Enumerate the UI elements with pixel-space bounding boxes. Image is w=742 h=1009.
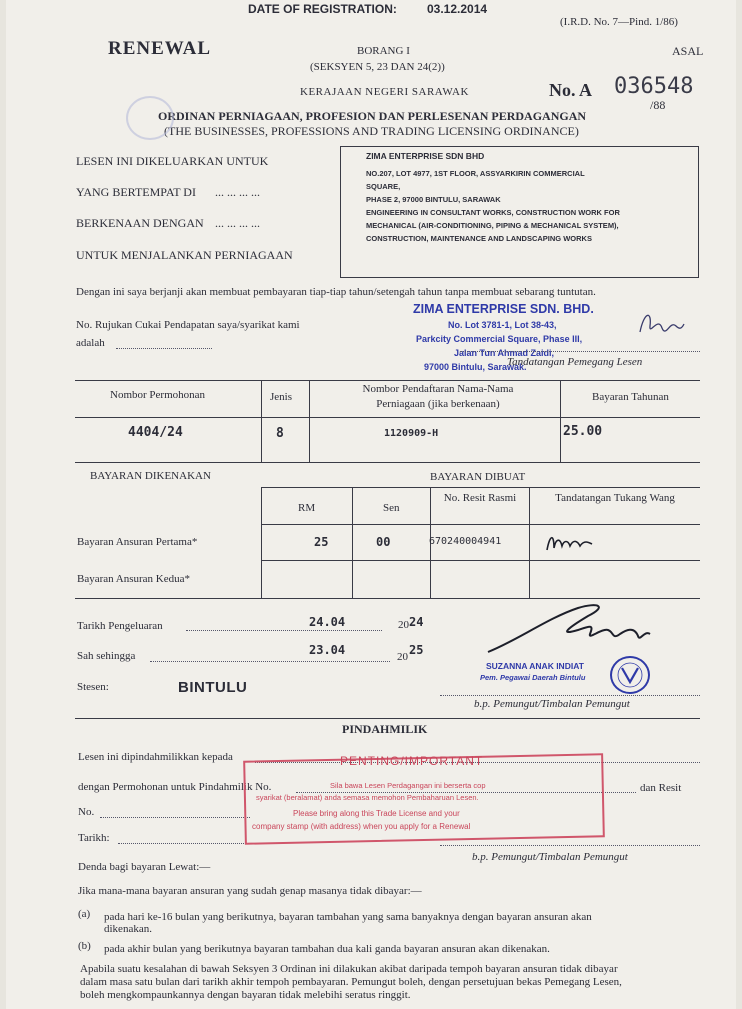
late-fee-intro: Jika mana-mana bayaran ansuran yang sudah genap masanya tidak dibayar:— — [78, 885, 422, 897]
transfer-no-label: No. — [78, 806, 95, 818]
business-activity-line: MECHANICAL (AIR-CONDITIONING, PIPING & MECHANICAL SYSTEM), — [366, 221, 619, 230]
holder-signature-line — [460, 351, 700, 352]
important-stamp-english-line: Please bring along this Trade License and your — [293, 809, 460, 818]
licence-number-suffix: /88 — [650, 98, 666, 112]
col-application-number: Nombor Permohonan — [110, 389, 206, 401]
seksyen-label: (SEKSYEN 5, 23 DAN 24(2)) — [310, 61, 445, 73]
transfer-title: PINDAHMILIK — [342, 722, 428, 736]
offence-paragraph-line: dalam masa satu bulan dari tarikh akhir tempoh pembayaran. Pemungut boleh, dengan persetujuan bekas Pemegang Lesen, — [80, 976, 622, 988]
transfer-pemungut-label: b.p. Pemungut/Timbalan Pemungut — [472, 851, 628, 863]
valid-year-value: 25 — [409, 643, 424, 657]
table2-header-border — [261, 524, 700, 525]
regarding-dots: ... ... ... ... — [215, 216, 260, 230]
ordinance-title-english: (THE BUSINESSES, PROFESSIONS AND TRADING LICENSING ORDINANCE) — [164, 124, 579, 138]
ird-reference: (I.R.D. No. 7—Pind. 1/86) — [560, 16, 678, 28]
transfer-date-label: Tarikh: — [78, 832, 110, 844]
late-fee-item-b: pada akhir bulan yang berikutnya bayaran tambahan dua kali ganda bayaran ansuran akan dikenakan. — [104, 943, 550, 955]
col-annual-fee: Bayaran Tahunan — [592, 391, 669, 403]
table1-divider — [560, 380, 561, 462]
tax-ref-label: No. Rujukan Cukai Pendapatan saya/syarikat kami — [76, 319, 300, 331]
important-stamp-title: PENTING/IMPORTANT — [340, 754, 484, 768]
cashier-signature-icon — [544, 530, 596, 556]
late-fee-item-b-label: (b) — [78, 940, 91, 952]
col-rm: RM — [298, 502, 316, 514]
business-activity-line: ENGINEERING IN CONSULTANT WORKS, CONSTRUCTION WORK FOR — [366, 208, 620, 217]
registration-date-value: 03.12.2014 — [427, 2, 488, 16]
tax-ref-line — [116, 348, 212, 349]
faded-seal-icon — [126, 96, 174, 140]
col-receipt-number: No. Resit Rasmi — [443, 492, 517, 504]
issue-date-label: Tarikh Pengeluaran — [77, 620, 163, 632]
annual-fee-value: 25.00 — [563, 424, 603, 439]
located-at-dots: ... ... ... ... — [215, 185, 260, 199]
official-seal-icon — [610, 656, 650, 694]
holder-address-line: NO.207, LOT 4977, 1ST FLOOR, ASSYARKIRIN COMMERCIAL — [366, 169, 585, 178]
transfer-date-line — [118, 843, 250, 844]
transfer-no-line — [100, 817, 250, 818]
table2-bottom-border — [75, 598, 700, 599]
important-stamp-english-line: company stamp (with address) when you apply for a Renewal — [252, 822, 471, 831]
type-value: 8 — [276, 426, 284, 441]
col-cashier-signature: Tandatangan Tukang Wang — [555, 492, 675, 504]
pemungut-line — [440, 695, 700, 696]
business-purpose-label: UNTUK MENJALANKAN PERNIAGAAN — [76, 248, 293, 262]
holder-address-line: SQUARE, — [366, 182, 401, 191]
business-activity-line: CONSTRUCTION, MAINTENANCE AND LANDSCAPING WORKS — [366, 234, 592, 243]
table1-divider — [309, 380, 310, 462]
important-stamp-malay-line: Sila bawa Lesen Perdagangan ini berserta cop — [330, 781, 486, 790]
holder-address-line: PHASE 2, 97000 BINTULU, SARAWAK — [366, 195, 501, 204]
company-stamp-name: ZIMA ENTERPRISE SDN. BHD. — [413, 302, 594, 316]
table2-divider — [261, 487, 262, 598]
holder-signature-icon — [636, 306, 686, 342]
table2-row-border — [261, 560, 700, 561]
offence-paragraph-line: boleh mengkompaunkannya dengan bayaran tidak melebihi seratus ringgit. — [80, 989, 411, 1001]
officer-name: SUZANNA ANAK INDIAT — [486, 661, 584, 671]
late-fee-heading: Denda bagi bayaran Lewat:— — [78, 861, 211, 873]
holder-signature-label: Tandatangan Pemegang Lesen — [507, 356, 643, 368]
holder-name: ZIMA ENTERPRISE SDN BHD — [366, 151, 485, 161]
important-stamp-malay-line: syarikat (beralamat) anda semasa memohon Pembaharuan Lesen. — [256, 793, 479, 802]
regarding-label: BERKENAAN DENGAN — [76, 216, 204, 230]
valid-until-line — [150, 661, 390, 662]
registration-number-value: 1120909-H — [384, 428, 439, 439]
tax-ref-label-2: adalah — [76, 337, 105, 349]
col-sen: Sen — [383, 502, 400, 514]
officer-title: Pem. Pegawai Daerah Bintulu — [480, 673, 586, 682]
station-label: Stesen: — [77, 681, 109, 693]
transfer-section-divider — [75, 718, 700, 719]
table1-header-border — [75, 417, 700, 418]
table2-top-border — [261, 487, 700, 488]
table1-divider — [261, 380, 262, 462]
table1-bottom-border — [75, 462, 700, 463]
valid-until-label: Sah sehingga — [77, 650, 136, 662]
col-type: Jenis — [270, 391, 292, 403]
issue-year-prefix: 20 — [398, 619, 409, 631]
first-instalment-receipt: 670240004941 — [429, 536, 502, 547]
transfer-application-label: dengan Permohonan untuk Pindahmilik No. — [78, 781, 272, 793]
issue-date-value: 24.04 — [309, 615, 346, 629]
valid-year-prefix: 20 — [397, 651, 408, 663]
kerajaan-label: KERAJAAN NEGERI SARAWAK — [300, 86, 469, 98]
renewal-heading: RENEWAL — [108, 38, 212, 59]
late-fee-item-a-cont: dikenakan. — [104, 923, 152, 935]
second-instalment-label: Bayaran Ansuran Kedua* — [77, 573, 191, 585]
col-business-registration: Nombor Pendaftaran Nama-Nama Perniagaan (jika berkenaan) — [362, 383, 514, 410]
first-instalment-rm: 25 — [314, 535, 329, 549]
receipt-label: dan Resit — [640, 782, 682, 794]
company-stamp-line: Jalan Tun Ahmad Zaidi, — [454, 348, 555, 358]
issue-year-value: 24 — [409, 615, 424, 629]
officer-signature-icon — [478, 600, 658, 660]
payment-made-heading: BAYARAN DIBUAT — [430, 471, 526, 483]
company-stamp-line: No. Lot 3781-1, Lot 38-43, — [448, 320, 557, 330]
promise-text: Dengan ini saya berjanji akan membuat pembayaran tiap-tiap tahun/setengah tahun tanpa membuat sebarang tuntutan. — [76, 286, 596, 298]
issue-date-line — [186, 630, 382, 631]
ordinance-title: ORDINAN PERNIAGAAN, PROFESION DAN PERLESENAN PERDAGANGAN — [158, 109, 587, 123]
licence-number-value: 036548 — [614, 74, 694, 99]
pemungut-label: b.p. Pemungut/Timbalan Pemungut — [474, 698, 630, 710]
first-instalment-sen: 00 — [376, 535, 391, 549]
payment-charged-heading: BAYARAN DIKENAKAN — [90, 470, 211, 482]
table1-top-border — [75, 380, 700, 381]
late-fee-item-a-label: (a) — [78, 908, 91, 920]
offence-paragraph-line: Apabila suatu kesalahan di bawah Seksyen 3 Ordinan ini dilakukan akibat daripada tempoh bayaran ansuran tidak dibayar — [80, 963, 618, 975]
registration-date-label: DATE OF REGISTRATION: — [248, 2, 397, 16]
valid-until-value: 23.04 — [309, 643, 346, 657]
station-value: BINTULU — [178, 679, 248, 696]
application-number-value: 4404/24 — [128, 425, 183, 440]
transfer-to-label: Lesen ini dipindahmilikkan kepada — [78, 751, 233, 763]
borang-label: BORANG I — [357, 45, 410, 57]
table2-divider — [352, 487, 353, 598]
late-fee-item-a: pada hari ke-16 bulan yang berikutnya, bayaran tambahan yang sama banyaknya dengan bayaran ansuran akan — [104, 911, 592, 923]
asal-label: ASAL — [672, 44, 704, 58]
licence-issued-to-label: LESEN INI DIKELUARKAN UNTUK — [76, 154, 269, 168]
first-instalment-label: Bayaran Ansuran Pertama* — [77, 536, 198, 548]
licence-number-label: No. A — [549, 80, 593, 100]
located-at-label: YANG BERTEMPAT DI — [76, 185, 196, 199]
company-stamp-line: Parkcity Commercial Square, Phase III, — [416, 334, 583, 344]
transfer-pemungut-line — [440, 845, 700, 846]
company-stamp-line: 97000 Bintulu, Sarawak. — [424, 362, 527, 372]
table2-divider — [529, 487, 530, 598]
